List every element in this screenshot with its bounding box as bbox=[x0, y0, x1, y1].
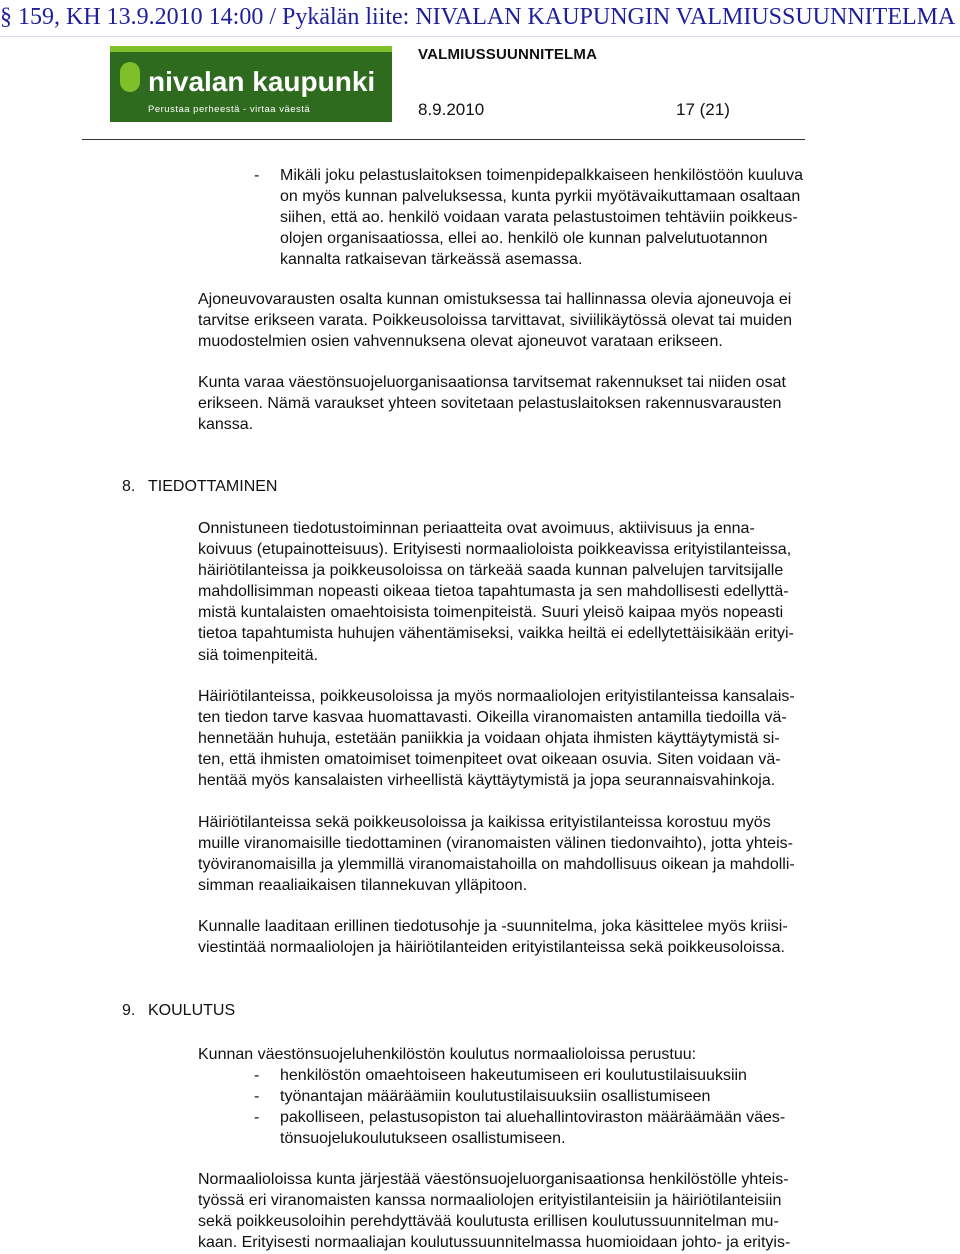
stamp-divider bbox=[0, 36, 960, 37]
section-number: 9. bbox=[122, 1002, 136, 1019]
section-9-heading bbox=[122, 1002, 235, 1020]
text-line: mahdollisimman nopeasti oikeaa tietoa tapahtumasta ja sen mahdollisesti edellyttä- bbox=[198, 583, 789, 601]
list-item bbox=[254, 1065, 785, 1086]
text-line: koivuus (etupainotteisuus). Erityisesti normaalioloista poikkeavissa erityistilanteissa, bbox=[198, 541, 792, 559]
meeting-attachment-stamp: § 159, KH 13.9.2010 14:00 / Pykälän liite: NIVALAN KAUPUNGIN VALMIUSSUUNNITELMA bbox=[0, 4, 956, 30]
bullet-dash: - bbox=[254, 1088, 260, 1106]
bullet-dash: - bbox=[254, 1109, 260, 1127]
text-line: ten tiedon tarve kasvaa huomattavasti. Oikeilla viranomaisten antamilla tiedoilla vä- bbox=[198, 709, 787, 727]
text-line: tönsuojelukoulutukseen osallistumiseen. bbox=[280, 1130, 566, 1148]
section-8-paragraph-3 bbox=[198, 812, 795, 896]
text-line: Kunnan väestönsuojeluhenkilöstön koulutus normaalioloissa perustuu: bbox=[198, 1046, 697, 1063]
section-8-paragraph-1 bbox=[198, 518, 794, 666]
text-line: työnantajan määräämiin koulutustilaisuuksiin osallistumiseen bbox=[280, 1088, 711, 1106]
text-line: muodostelmien osien vahvennuksena olevat ajoneuvot varataan erikseen. bbox=[198, 333, 723, 351]
section-title: KOULUTUS bbox=[148, 1002, 236, 1019]
text-line: kaan. Erityisesti normaaliajan koulutussuunnitelmassa huomioidaan johto- ja erityis- bbox=[198, 1234, 791, 1252]
text-line: simman reaaliaikaisen tilannekuvan ylläpitoon. bbox=[198, 877, 528, 895]
text-line: Kunnalle laaditaan erillinen tiedotusohje ja -suunnitelma, joka käsittelee myös kriisi- bbox=[198, 918, 788, 935]
buildings-paragraph bbox=[198, 372, 786, 435]
text-line: Kunta varaa väestönsuojeluorganisaationsa tarvitsemat rakennukset tai niiden osat bbox=[198, 374, 786, 391]
text-line: viestintää normaaliolojen ja häiriötilanteiden erityistilanteissa sekä poikkeusoloissa. bbox=[198, 939, 785, 957]
list-item bbox=[254, 1107, 785, 1149]
text-line: henkilöstön omaehtoiseen hakeutumiseen eri koulutustilaisuuksiin bbox=[280, 1067, 747, 1084]
text-line: Häiriötilanteissa sekä poikkeusoloissa ja kaikissa erityistilanteissa korostuu myös bbox=[198, 814, 771, 831]
text-line: Onnistuneen tiedotustoiminnan periaatteita ovat avoimuus, aktiivisuus ja enna- bbox=[198, 520, 755, 537]
text-line: hentää myös kansalaisten virheellistä käyttäytymistä ja jopa seurannaisvahinkoja. bbox=[198, 772, 776, 790]
section-9-intro bbox=[198, 1044, 696, 1065]
vehicles-paragraph bbox=[198, 289, 792, 352]
section-title: TIEDOTTAMINEN bbox=[148, 478, 278, 495]
text-line: olojen organisaatiossa, ellei ao. henkilö ole kunnan palvelutuotannon bbox=[280, 230, 768, 248]
list-item bbox=[254, 165, 803, 270]
nivala-logo bbox=[110, 46, 392, 122]
text-line: ten, että ihmisten omatoimiset toimenpiteet ovat oikeaan osuvia. Siten voidaan vä- bbox=[198, 751, 781, 769]
section-number: 8. bbox=[122, 478, 136, 495]
text-line: siä toimenpiteitä. bbox=[198, 646, 319, 664]
text-line: tarvitse erikseen varata. Poikkeusoloissa tarvittavat, siviilikäytössä olevat tai muiden bbox=[198, 312, 793, 330]
top-bullet-list bbox=[254, 165, 803, 270]
document-title: VALMIUSSUUNNITELMA bbox=[418, 46, 598, 63]
text-line: työviranomaisilla ja ylemmillä viranomaistahoilla on mahdollisuus oikean ja mahdolli- bbox=[198, 856, 795, 874]
section-8-paragraph-2 bbox=[198, 686, 795, 791]
bullet-dash: - bbox=[254, 1067, 260, 1084]
section-9-paragraph-2 bbox=[198, 1169, 790, 1253]
header-divider bbox=[82, 139, 805, 140]
text-line: Häiriötilanteissa, poikkeusoloissa ja myös normaaliolojen erityistilanteissa kansalais- bbox=[198, 688, 795, 705]
logo-accent-stripe bbox=[110, 46, 392, 52]
text-line: on myös kunnan palveluksessa, kunta pyrkii myötävaikuttamaan osaltaan bbox=[280, 188, 801, 206]
logo-accent-leaf bbox=[120, 62, 140, 92]
text-line: Ajoneuvovarausten osalta kunnan omistuksessa tai hallinnassa olevia ajoneuvoja ei bbox=[198, 291, 792, 308]
list-item bbox=[254, 1086, 785, 1107]
text-line: kanssa. bbox=[198, 416, 254, 434]
text-line: mistä kuntalaisten omaehtoisista toimenpiteistä. Suuri yleisö kaipaa myös nopeasti bbox=[198, 604, 784, 622]
page-number: 17 (21) bbox=[676, 100, 730, 119]
text-line: häiriötilanteissa ja poikkeusoloissa on tärkeää saada kunnan palvelujen tarvitsijalle bbox=[198, 562, 784, 580]
text-line: Normaalioloissa kunta järjestää väestönsuojeluorganisaationsa henkilöstölle yhteis- bbox=[198, 1171, 789, 1188]
text-line: erikseen. Nämä varaukset yhteen sovitetaan pelastuslaitoksen rakennusvarausten bbox=[198, 395, 782, 413]
text-line: kannalta ratkaisevan tärkeässä asemassa. bbox=[280, 251, 583, 269]
text-line: siihen, että ao. henkilö voidaan varata pelastustoimen tehtäviin poikkeus- bbox=[280, 209, 798, 227]
bullet-dash: - bbox=[254, 167, 260, 184]
text-line: pakolliseen, pelastusopiston tai aluehallintoviraston määräämään väes- bbox=[280, 1109, 786, 1127]
text-line: työssä eri viranomaisten kanssa normaaliolojen erityistilanteisiin ja häiriötilanteisiin bbox=[198, 1192, 782, 1210]
section-9-bullet-list bbox=[254, 1065, 785, 1149]
text-line: Mikäli joku pelastuslaitoksen toimenpidepalkkaiseen henkilöstöön kuuluva bbox=[280, 167, 803, 184]
text-line: tietoa tapahtumista huhujen vähentämiseksi, vaikka heiltä ei edellytettäisikään erityi- bbox=[198, 625, 794, 643]
logo-slogan: Perustaa perheestä - virtaa väestä bbox=[148, 104, 311, 115]
section-8-paragraph-4 bbox=[198, 916, 788, 958]
text-line: sekä poikkeusoloihin perehdyttävää koulutusta erillisen koulutussuunnitelman mu- bbox=[198, 1213, 779, 1231]
text-line: muille viranomaisille tiedottaminen (viranomaisten välinen tiedonvaihto), jotta yhteis- bbox=[198, 835, 793, 853]
section-8-heading bbox=[122, 478, 277, 496]
document-date: 8.9.2010 bbox=[418, 100, 485, 119]
logo-name: nivalan kaupunki bbox=[148, 66, 376, 97]
text-line: hennetään huhuja, estetään paniikkia ja voidaan ohjata ihmisten käyttäytymistä si- bbox=[198, 730, 780, 748]
